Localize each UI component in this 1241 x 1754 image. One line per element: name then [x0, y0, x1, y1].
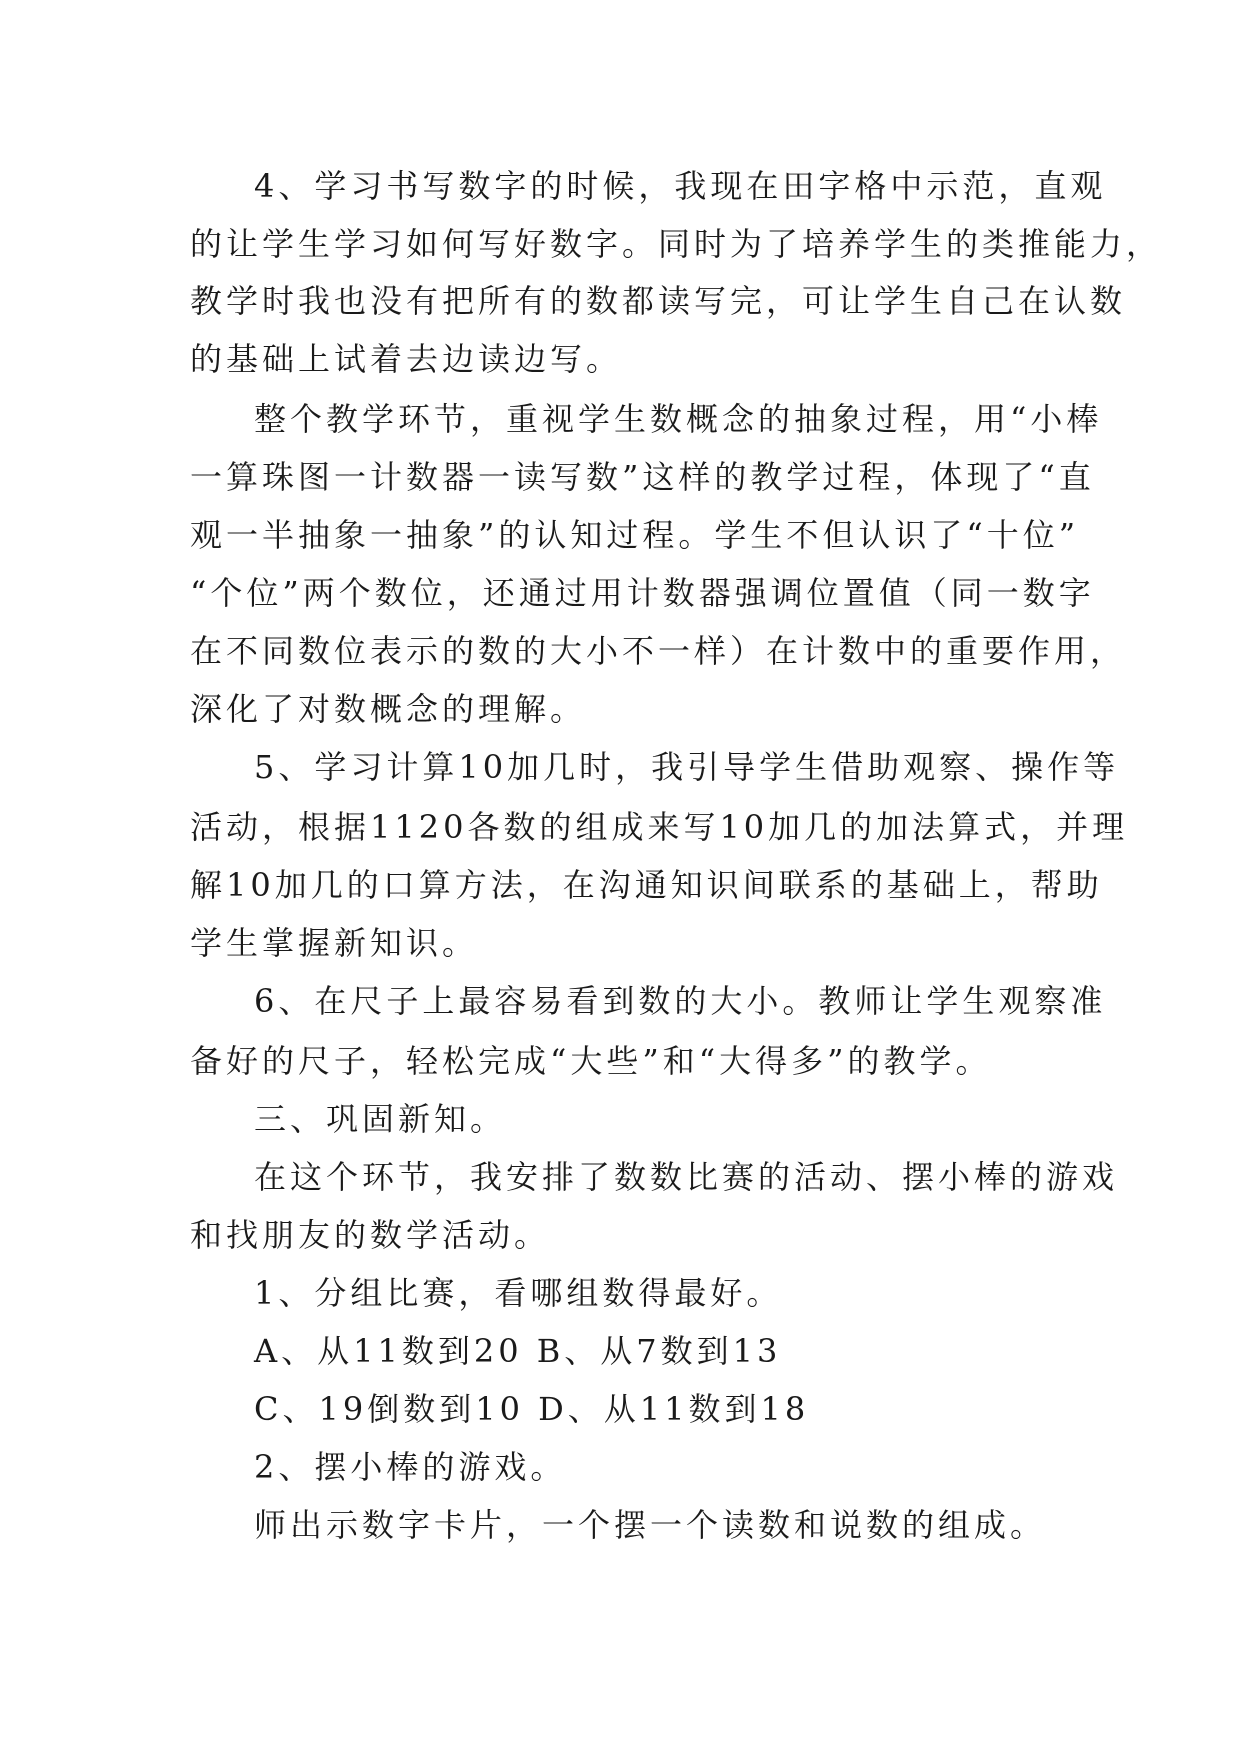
list-item: C、19倒数到10 D、从11数到18 [254, 1390, 810, 1428]
paragraph-line: 教学时我也没有把所有的数都读写完，可让学生自己在认数 [190, 282, 1127, 320]
paragraph-line: 6、在尺子上最容易看到数的大小。教师让学生观察准 [254, 982, 1107, 1020]
list-item: A、从11数到20 B、从7数到13 [254, 1332, 782, 1370]
paragraph-line: 在这个环节，我安排了数数比赛的活动、摆小棒的游戏 [254, 1158, 1119, 1196]
paragraph-line: “个位”两个数位，还通过用计数器强调位置值（同一数字 [190, 574, 1095, 612]
paragraph-line: 整个教学环节，重视学生数概念的抽象过程，用“小棒 [254, 400, 1103, 438]
paragraph-line: 备好的尺子，轻松完成“大些”和“大得多”的教学。 [190, 1042, 992, 1080]
paragraph-line: 的让学生学习如何写好数字。同时为了培养学生的类推能力， [190, 225, 1163, 263]
paragraph-line: 解10加几的口算方法，在沟通知识间联系的基础上，帮助 [190, 866, 1103, 904]
paragraph-line: 4、学习书写数字的时候，我现在田字格中示范，直观 [254, 167, 1107, 205]
section-heading: 三、巩固新知。 [254, 1100, 507, 1138]
paragraph-line: 深化了对数概念的理解。 [190, 690, 587, 728]
paragraph-line: 5、学习计算10加几时，我引导学生借助观察、操作等 [254, 748, 1120, 786]
paragraph-line: 在不同数位表示的数的大小不一样）在计数中的重要作用， [190, 632, 1127, 670]
list-item: 2、摆小棒的游戏。 [254, 1448, 567, 1486]
list-item: 1、分组比赛，看哪组数得最好。 [254, 1274, 783, 1312]
paragraph-line: 活动，根据1120各数的组成来写10加几的加法算式，并理 [190, 808, 1129, 846]
paragraph-line: 的基础上试着去边读边写。 [190, 340, 623, 378]
paragraph-line: 和找朋友的数学活动。 [190, 1216, 551, 1254]
paragraph-line: 师出示数字卡片，一个摆一个读数和说数的组成。 [254, 1506, 1047, 1544]
paragraph-line: 一算珠图一计数器一读写数”这样的教学过程，体现了“直 [190, 458, 1095, 496]
paragraph-line: 观一半抽象一抽象”的认知过程。学生不但认识了“十位” [190, 516, 1080, 554]
paragraph-line: 学生掌握新知识。 [190, 924, 479, 962]
